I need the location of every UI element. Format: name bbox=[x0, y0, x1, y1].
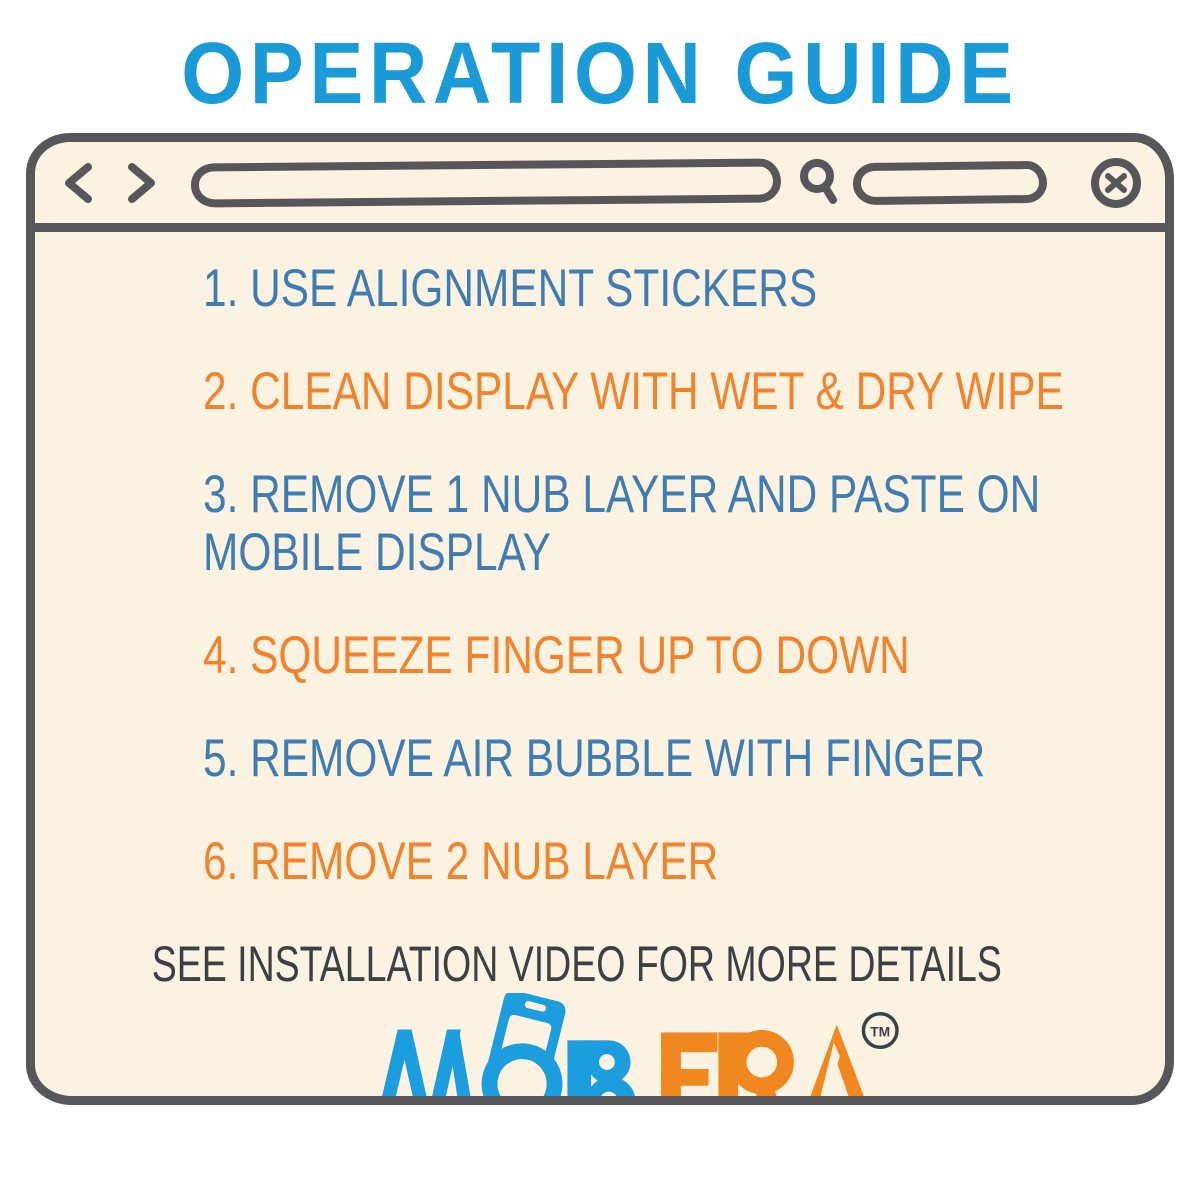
brand-word-era bbox=[661, 1024, 875, 1105]
footer-note bbox=[26, 937, 1140, 991]
brand-logo bbox=[35, 993, 1165, 1105]
chevron-left-icon bbox=[69, 167, 88, 199]
back-button[interactable] bbox=[59, 160, 97, 206]
step-2: 2. CLEAN DISPLAY WITH WET & DRY WIPE bbox=[203, 362, 1064, 422]
search-icon bbox=[804, 163, 833, 200]
browser-window bbox=[26, 133, 1174, 1105]
chevron-right-icon bbox=[132, 167, 151, 199]
footer-note-text: SEE INSTALLATION VIDEO FOR MORE DETAILS bbox=[151, 935, 1002, 992]
search-input[interactable] bbox=[853, 160, 1047, 204]
search-button[interactable] bbox=[793, 155, 845, 211]
step-6: 6. REMOVE 2 NUB LAYER bbox=[203, 832, 719, 892]
close-icon bbox=[1104, 171, 1128, 195]
brand-word-mob bbox=[375, 993, 635, 1105]
mobera-logo bbox=[360, 993, 913, 1105]
trademark-badge bbox=[863, 1013, 897, 1047]
browser-toolbar bbox=[35, 142, 1165, 232]
address-bar[interactable] bbox=[191, 158, 781, 207]
close-button[interactable] bbox=[1091, 158, 1141, 208]
page-title: OPERATION GUIDE bbox=[181, 25, 1019, 122]
step-5: 5. REMOVE AIR BUBBLE WITH FINGER bbox=[203, 729, 986, 789]
step-1: 1. USE ALIGNMENT STICKERS bbox=[203, 259, 818, 318]
step-4: 4. SQUEEZE FINGER UP TO DOWN bbox=[203, 625, 910, 685]
instruction-list bbox=[35, 232, 1165, 891]
step-3: 3. REMOVE 1 NUB LAYER AND PASTE ON MOBILE DISPLAY bbox=[203, 465, 1041, 582]
tm-text: TM bbox=[869, 1023, 890, 1040]
forward-button[interactable] bbox=[123, 160, 161, 206]
